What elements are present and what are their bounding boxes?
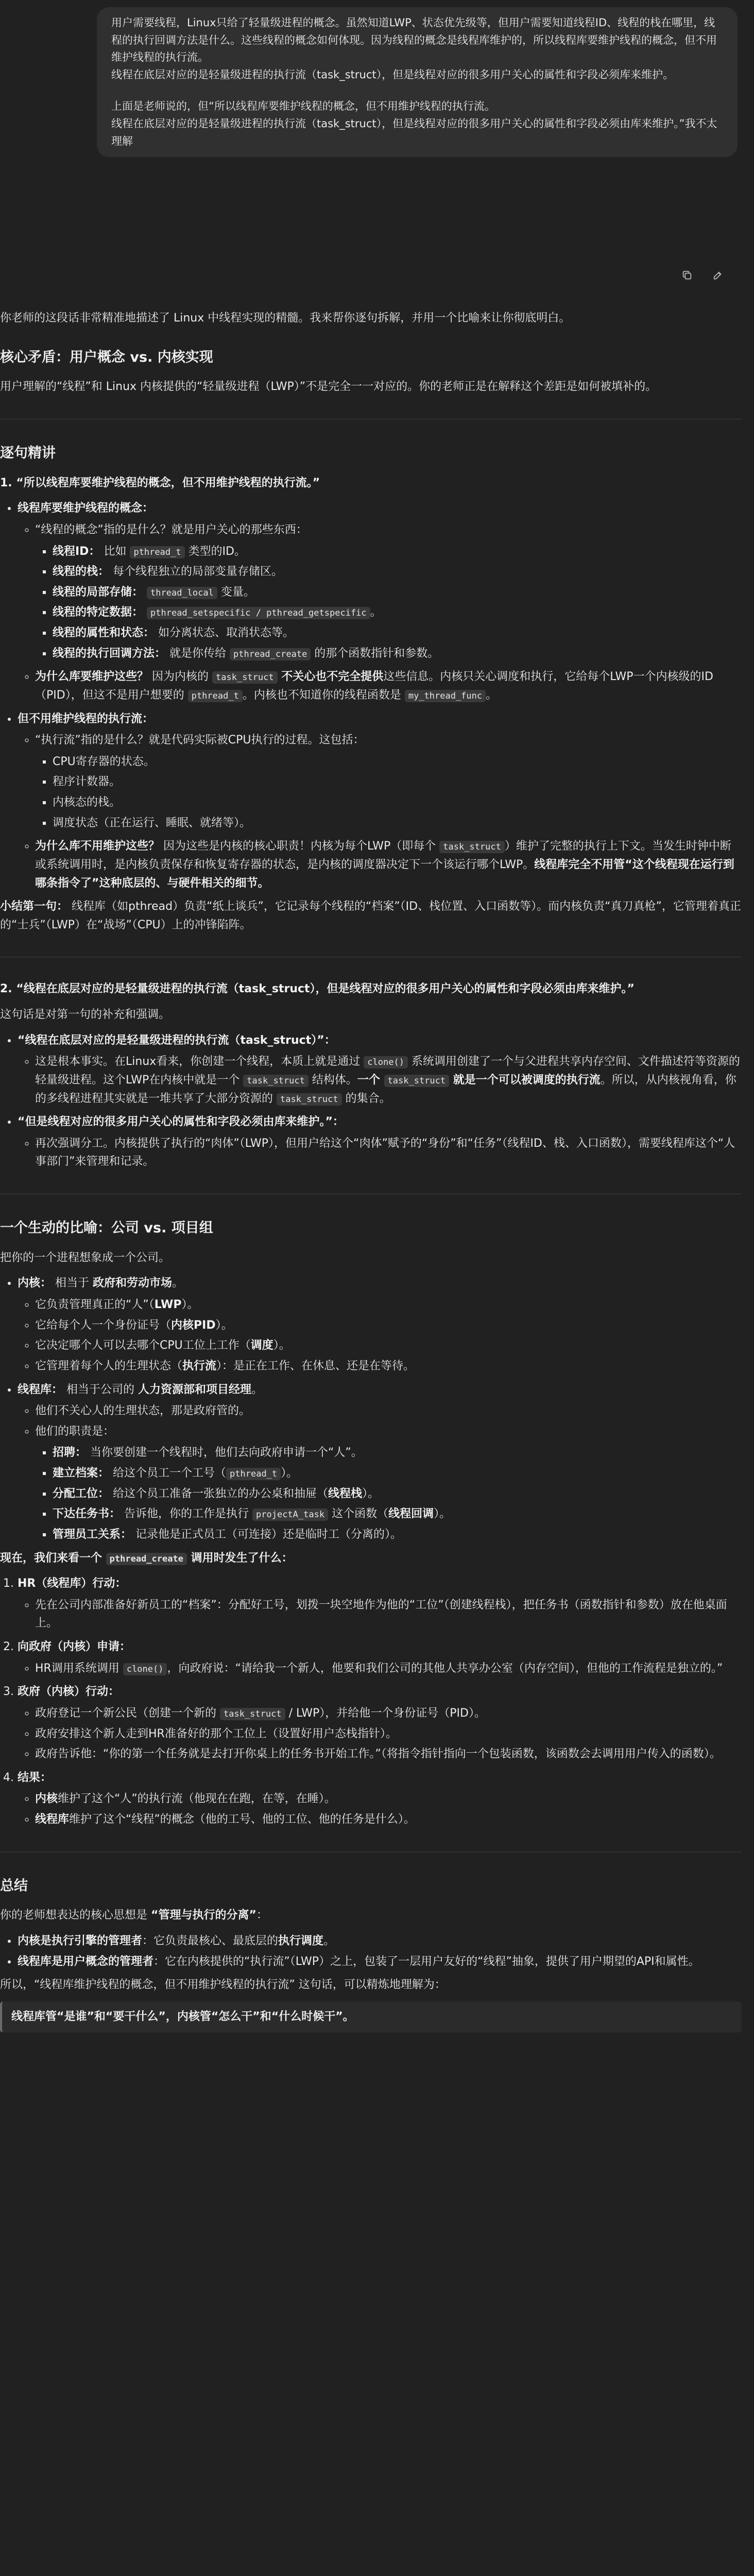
lib-label: 线程库： <box>18 1383 63 1396</box>
sentence-1-list <box>0 499 742 892</box>
item-text: 它负责管理真正的“人”（ <box>35 1298 155 1312</box>
analysis-heading: 逐句精讲 <box>0 445 56 461</box>
lib-text: 。 <box>251 1383 263 1396</box>
step-item <box>18 1683 742 1764</box>
item-label: 线程的执行回调方法： <box>53 647 166 660</box>
summary-label: 小结第一句： <box>0 900 68 913</box>
item-bold: 下达任务书： <box>53 1507 121 1521</box>
why-text: 因为这些是内核的核心职责！内核为每个LWP（即每个 <box>163 840 440 853</box>
list-item <box>53 1444 742 1462</box>
step-title: 政府（内核）行动： <box>18 1685 120 1699</box>
list-item <box>53 1485 742 1503</box>
list-item <box>35 1810 742 1829</box>
summary-text: 线程库（如pthread）负责“纸上谈兵”，它记录每个线程的“档案”（ID、栈位置、入口函数等）。而内核负责“真刀真枪”，它管理着真正的“士兵”（LWP）在“战场”（CPU）上的冲锋陷阵。 <box>0 900 741 931</box>
kernel-label: 内核： <box>18 1277 52 1290</box>
item-label: 线程的特定数据： <box>53 606 144 619</box>
inline-code: pthread_create <box>230 648 311 660</box>
summary-text: 你的老师想表达的核心思想是 <box>0 1909 151 1922</box>
inline-code: projectA_task <box>252 1509 328 1521</box>
item-text: 。 <box>370 606 382 619</box>
item-text: ，向政府说：“请给我一个新人，他要和我们公司的其他人共享办公室（内存空间），但他的工作流程是独立的。” <box>167 1662 723 1675</box>
list-item <box>53 583 742 602</box>
list-item <box>53 603 742 622</box>
list-item <box>35 1357 742 1376</box>
scenario-steps <box>0 1574 742 1829</box>
core-heading: 核心矛盾：用户概念 vs. 内核实现 <box>0 349 213 365</box>
list-item <box>35 668 742 704</box>
item-bold: 执行流 <box>182 1359 217 1372</box>
s1-b-title: 但不用维护线程的执行流： <box>18 712 154 725</box>
item-bold: 线程栈 <box>328 1487 363 1500</box>
list-item <box>35 731 742 832</box>
list-item <box>35 1336 742 1355</box>
user-message-actions <box>680 268 725 282</box>
scenario-line <box>0 1549 742 1568</box>
item-text: 记录他是正式员工（可连接）还是临时工（分离的）。 <box>135 1528 402 1541</box>
s2-a-text: 结构体。 <box>308 1073 357 1087</box>
inline-code: pthread_t <box>226 1468 281 1480</box>
sentence-2-list <box>0 1031 742 1171</box>
s1-summary <box>0 897 742 934</box>
inline-code: task_struct <box>384 1075 450 1087</box>
item-text: / LWP），并给他一个身份证号（PID）。 <box>285 1706 486 1720</box>
item-text: 当你要创建一个线程时，他们去向政府申请一个“人”。 <box>90 1446 363 1460</box>
item-label: 线程的栈： <box>53 565 110 579</box>
why-text-bold: 线程库完全不用管“这个线程现在运行到哪条指令了”这种底层的、与硬件相关的细节。 <box>35 858 734 890</box>
list-item <box>53 1526 742 1544</box>
list-item: ▪ 程序计数器。 <box>53 773 742 791</box>
item-text: 给这个员工一个工号（ <box>113 1467 227 1480</box>
kernel-text: 。 <box>172 1277 184 1290</box>
inline-code: pthread_setspecific / pthread_getspecific <box>147 607 370 619</box>
inline-code: task_struct <box>212 671 278 684</box>
list-item <box>53 543 742 561</box>
final-quote <box>0 2002 742 2032</box>
item-text: ：它负责最核心、最底层的 <box>142 1935 279 1948</box>
list-item <box>35 1422 742 1544</box>
user-message-line: 线程在底层对应的是轻量级进程的执行流（task_struct），但是线程对应的很多用户关心的属性和字段必须由库来维护。”我不太理解 <box>111 117 717 147</box>
execution-flow-list <box>35 753 742 833</box>
item-text: 这个函数（ <box>328 1507 389 1521</box>
item-bold: 调度 <box>250 1339 273 1352</box>
item-text: 。 <box>323 1935 335 1948</box>
list-item <box>18 710 742 893</box>
scenario-text: 调用时发生了什么： <box>186 1551 293 1565</box>
item-text: 它给每个人一个身份证号（ <box>35 1318 172 1332</box>
list-item <box>35 1704 742 1723</box>
item-text: 如分离状态、取消状态等。 <box>158 626 295 640</box>
s2-a-text: 的集合。 <box>341 1092 391 1105</box>
item-text: ：它在内核提供的“执行流”（LWP）之上，包装了一层用户友好的“线程”抽象，提供了用户期望的API和属性。 <box>153 1955 700 1968</box>
inline-code: my_thread_func <box>405 690 486 702</box>
core-text: 用户理解的“线程”和 Linux 内核提供的“轻量级进程（LWP）”不是完全一一对应的。你的老师正是在解释这个差距是如何被填补的。 <box>0 380 657 394</box>
item-text: 给这个员工准备一张独立的办公桌和抽屉（ <box>113 1487 329 1500</box>
item-text: 政府登记一个新公民（创建一个新的 <box>35 1706 220 1720</box>
item-bold: 线程库是用户概念的管理者 <box>18 1955 154 1968</box>
item-text: ）。 <box>215 1318 233 1332</box>
why-label: 为什么库不用维护这些？ <box>35 840 160 853</box>
list-item <box>53 563 742 581</box>
list-item <box>18 1953 742 1971</box>
lib-text: 相当于公司的 <box>66 1383 139 1396</box>
item-bold: 内核 <box>35 1792 58 1806</box>
metaphor-list <box>0 1274 742 1544</box>
list-item: ◦ 先在公司内部准备好新员工的“档案”：分配好工号，划拨一块空地作为他的“工位”（创建线程栈），把任务书（函数指针和参数）放在他桌面上。 <box>35 1596 742 1633</box>
item-text: 类型的ID。 <box>184 545 246 558</box>
step-title: 结果： <box>18 1771 52 1784</box>
inline-code: task_struct <box>439 841 505 853</box>
item-text: HR调用系统调用 <box>35 1662 123 1675</box>
item-label: 线程的局部存储： <box>53 585 144 599</box>
why-text: 这些信息。内核只关心调度和执行，它给每个LWP一个内核级的ID（PID），但这不是用户想要的 <box>35 670 713 702</box>
summary-heading: 总结 <box>0 1877 28 1894</box>
s2-intro: 这句话是对第一句的补充和强调。 <box>0 1008 170 1022</box>
inline-code: thread_local <box>147 587 217 599</box>
item-text: 维护了这个“线程”的概念（他的工号、他的工位、他的任务是什么）。 <box>69 1813 415 1826</box>
final-text: 所以，“线程库维护线程的概念，但不用维护线程的执行流” 这句话，可以精炼地理解为： <box>0 1978 446 1992</box>
copy-icon[interactable] <box>680 268 694 282</box>
user-message-line: 线程在底层对应的是轻量级进程的执行流（task_struct），但是线程对应的很多用户关心的属性和字段必须库来维护。 <box>111 68 674 81</box>
why-text: ）维护了完整的执行上下文。当发生时钟中断或系统调用时，是内核负责保存和恢复寄存器的状态，是内核的调度器决定下一个该运行哪个LWP。 <box>35 840 731 871</box>
summary-intro <box>0 1906 742 1925</box>
list-item <box>18 1031 742 1108</box>
list-item: ◦ 政府告诉他：“你的第一个任务就是去打开你桌上的任务书开始工作。”（将指令指针指向一个包装函数，该函数会去调用用户传入的函数）。 <box>35 1745 742 1764</box>
list-item: ▪ CPU寄存器的状态。 <box>53 753 742 771</box>
list-item <box>35 1296 742 1314</box>
list-item <box>18 499 742 704</box>
item-bold: 招聘： <box>53 1446 87 1460</box>
item-bold: 内核是执行引擎的管理者 <box>18 1935 143 1948</box>
item-bold: 建立档案： <box>53 1467 110 1480</box>
s2-b-title: “但是线程对应的很多用户关心的属性和字段必须由库来维护。”： <box>18 1115 344 1129</box>
item-bold: LWP <box>154 1298 182 1312</box>
why-text-bold: 不关心也不完全提供 <box>277 670 384 684</box>
final-quote-text: 线程库管“是谁”和“要干什么”，内核管“怎么干”和“什么时候干”。 <box>11 2010 354 2023</box>
item-label: 线程的属性和状态： <box>53 626 155 640</box>
item-bold: 分配工位： <box>53 1487 110 1500</box>
item-text: ）。 <box>362 1487 380 1500</box>
item-text: 的那个函数指针和参数。 <box>311 647 439 660</box>
inline-code: pthread_t <box>130 546 184 558</box>
user-message-line: 用户需要线程，Linux只给了轻量级进程的概念。虽然知道LWP、状态优先级等，但用户需要知道线程ID、线程的栈在哪里，线程的执行回调方法是什么。这些线程的概念如何体现。因为线程的概念是线程库维护的，所以线程库要维护线程的概念，但不用维护线程的执行流。 <box>111 16 717 64</box>
metaphor-intro: 把你的一个进程想象成一个公司。 <box>0 1251 170 1264</box>
list-item <box>35 1053 742 1108</box>
list-item <box>18 1381 742 1544</box>
list-item <box>35 1790 742 1808</box>
reply-intro: 你老师的这段话非常精准地描述了 Linux 中线程实现的精髓。我来帮你逐句拆解，并用一个比喻来让你彻底明白。 <box>0 312 571 325</box>
summary-text: ： <box>256 1909 268 1922</box>
kernel-text: 相当于 <box>55 1277 93 1290</box>
item-text: 变量。 <box>217 585 255 599</box>
item-text: 维护了这个“人”的执行流（他现在在跑，在等，在睡）。 <box>58 1792 336 1806</box>
s1-a-title: 线程库要维护线程的概念： <box>18 502 154 515</box>
inline-code: task_struct <box>277 1093 342 1106</box>
list-item <box>35 837 742 892</box>
list-item <box>53 645 742 663</box>
item-text: 就是你传给 <box>169 647 230 660</box>
list-item <box>18 1113 742 1171</box>
step-item <box>18 1769 742 1829</box>
user-message-bubble <box>97 7 738 157</box>
item-bold: 线程回调 <box>388 1507 434 1521</box>
item-text: ）：是正在工作、在休息、还是在等待。 <box>216 1359 415 1372</box>
item-text: 它决定哪个人可以去哪个CPU工位上工作（ <box>35 1339 251 1352</box>
metaphor-heading: 一个生动的比喻：公司 vs. 项目组 <box>0 1220 213 1236</box>
inline-code: task_struct <box>243 1075 309 1087</box>
list-item: ◦ 政府安排这个新人走到HR准备好的那个工位上（设置好用户态栈指针）。 <box>35 1725 742 1743</box>
item-label: 线程ID： <box>53 545 100 558</box>
list-item <box>53 1464 742 1483</box>
item-text: ）。 <box>273 1339 290 1352</box>
inline-code: pthread_create <box>106 1553 187 1565</box>
s2-a-text: 这是根本事实。在Linux看来，你创建一个线程，本质上就是通过 <box>35 1055 364 1069</box>
thread-concept-list <box>35 543 742 663</box>
item-text: ）。 <box>434 1507 451 1521</box>
s2-a-title: “线程在底层对应的是轻量级进程的执行流（task_struct）”： <box>18 1033 336 1047</box>
list-item <box>18 1932 742 1951</box>
item-bold: 管理员工关系： <box>53 1528 132 1541</box>
kernel-text-bold: 政府和劳动市场 <box>93 1277 173 1290</box>
step-item <box>18 1574 742 1633</box>
list-item: ▪ 调度状态（正在运行、睡眠、就绪等）。 <box>53 814 742 833</box>
summary-list <box>0 1932 742 1971</box>
sentence-2-title: 2. “线程在底层对应的是轻量级进程的执行流（task_struct），但是线程对应的很多用户关心的属性和字段必须由库来维护。” <box>0 982 635 996</box>
step-title: 向政府（内核）申请： <box>18 1640 131 1654</box>
inline-code: clone() <box>364 1056 408 1069</box>
step-item <box>18 1638 742 1677</box>
sentence-1-title: 1. “所以线程库要维护线程的概念，但不用维护线程的执行流。” <box>0 476 320 489</box>
edit-icon[interactable] <box>711 268 725 282</box>
item-text: 比如 <box>104 545 130 558</box>
list-item <box>53 624 742 642</box>
lib-text-bold: 人力资源部和项目经理 <box>138 1383 252 1396</box>
list-item <box>53 1505 742 1523</box>
list-item <box>35 521 742 663</box>
item-text: 它管理着每个人的生理状态（ <box>35 1359 183 1372</box>
item-text: 每个线程独立的局部变量存储区。 <box>113 565 283 579</box>
list-item: ▪ 内核态的栈。 <box>53 793 742 812</box>
list-item: ◦ 他们不关心人的生理状态，那是政府管的。 <box>35 1402 742 1420</box>
s2-a-bold: 就是一个可以被调度的执行流 <box>449 1073 601 1087</box>
item-bold: 内核PID <box>171 1318 216 1332</box>
s1-a-question: “线程的概念”指的是什么？就是用户关心的那些东西： <box>35 523 307 536</box>
item-text: ）。 <box>281 1467 298 1480</box>
user-message-gap <box>111 83 723 98</box>
inline-code: pthread_t <box>188 690 243 702</box>
why-label: 为什么库要维护这些？ <box>35 670 149 684</box>
s1-b-question: “执行流”指的是什么？就是代码实际被CPU执行的过程。这包括： <box>35 734 365 747</box>
list-item: ◦ 再次强调分工。内核提供了执行的“肉体”（LWP），但用户给这个“肉体”赋予的“身份”和“任务”（线程ID、栈、入口函数），需要线程库这个“人事部门”来管理和记录。 <box>35 1134 742 1171</box>
summary-bold: “管理与执行的分离” <box>151 1909 256 1922</box>
item-text: ）。 <box>181 1298 199 1312</box>
lib-sub: 他们的职责是： <box>35 1425 115 1438</box>
why-text: 。内核也不知道你的线程函数是 <box>242 688 405 702</box>
step-title: HR（线程库）行动： <box>18 1577 127 1590</box>
item-bold: 执行调度 <box>278 1935 324 1948</box>
why-text: 因为内核的 <box>152 670 213 684</box>
item-text: 告诉他，你的工作是执行 <box>124 1507 253 1521</box>
scenario-text: 现在，我们来看一个 <box>0 1551 106 1565</box>
list-item <box>35 1316 742 1335</box>
s2-a-text: 系统调用创建了一个与父进程共享内存空间、文件描述符等资源的轻量级进程。这个LWP在内核中就是一个 <box>35 1055 740 1087</box>
list-item <box>18 1274 742 1375</box>
list-item <box>35 1659 742 1678</box>
s2-a-bold: 一个 <box>357 1073 384 1087</box>
s2-a-text: 。所以，从内核视角看，你的多线程进程其实就是一堆共享了大部分资源的 <box>35 1073 736 1105</box>
inline-code: task_struct <box>220 1708 285 1720</box>
assistant-reply <box>0 309 754 2040</box>
inline-code: clone() <box>123 1663 167 1675</box>
why-text: 。 <box>486 688 498 702</box>
item-bold: 线程库 <box>35 1813 70 1826</box>
user-message-line: 上面是老师说的，但“所以线程库要维护线程的概念，但不用维护线程的执行流。 <box>111 100 495 113</box>
